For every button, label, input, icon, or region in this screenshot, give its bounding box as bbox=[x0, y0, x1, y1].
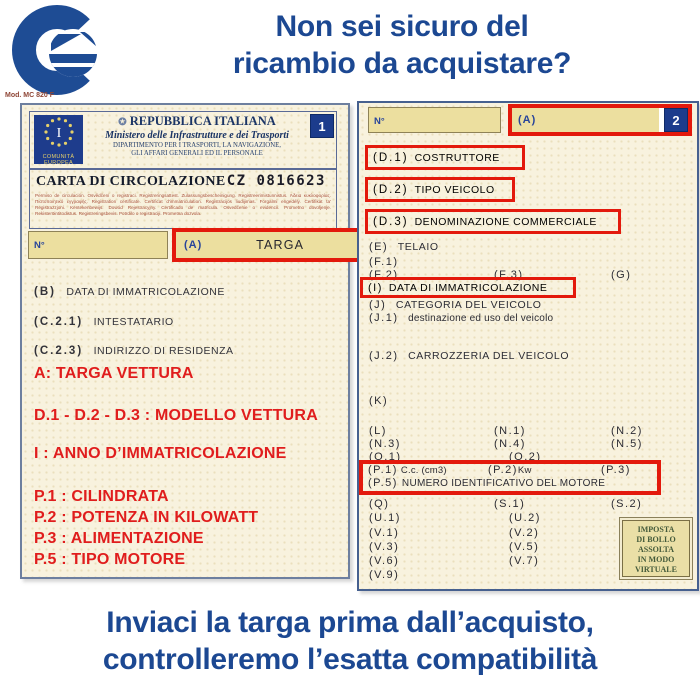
p2-number-field bbox=[368, 107, 501, 133]
v2-code: (V.2) bbox=[509, 527, 540, 539]
g-code: (G) bbox=[611, 269, 632, 281]
field-b-code: (B) bbox=[34, 286, 56, 298]
d3-highlight-row bbox=[365, 209, 621, 234]
n5-code: (N.5) bbox=[611, 438, 643, 450]
stamp-line5: VIRTUALE bbox=[635, 565, 677, 574]
i-label: DATA DI IMMATRICOLAZIONE bbox=[388, 281, 548, 294]
d1-code: (D.1) bbox=[373, 151, 409, 164]
field-b-label: DATA DI IMMATRICOLAZIONE bbox=[66, 286, 225, 298]
footer-line1: Inviaci la targa prima dall’acquisto, bbox=[106, 606, 594, 639]
carta-box bbox=[29, 169, 337, 229]
annotation-alimentazione: P.3 : ALIMENTAZIONE bbox=[34, 530, 204, 547]
f2-code: (F.2) bbox=[369, 269, 399, 281]
p1-label: C.c. (cm3) bbox=[400, 465, 447, 476]
department-line1: DIPARTIMENTO PER I TRASPORTI, LA NAVIGAZIONE, bbox=[113, 142, 281, 149]
n1-code: (N.1) bbox=[494, 425, 526, 437]
italy-emblem-icon: ✪ bbox=[118, 117, 127, 128]
footer-line2: controlleremo l’esatta compatibilità bbox=[102, 643, 598, 676]
department-line2: GLI AFFARI GENERALI ED IL PERSONALE bbox=[131, 150, 263, 157]
page-title bbox=[112, 8, 692, 82]
stamp-line4: IN MODO bbox=[637, 555, 675, 564]
i-highlight-row bbox=[360, 277, 576, 298]
logo-white-stripe bbox=[49, 63, 97, 67]
j2-code: (J.2) bbox=[369, 350, 399, 362]
e-code: (E) bbox=[369, 241, 389, 253]
eu-country-letter: I bbox=[56, 126, 61, 141]
row-j2 bbox=[369, 350, 691, 364]
s2-code: (S.2) bbox=[611, 498, 643, 510]
document-page-1 bbox=[20, 103, 350, 579]
stamp-line3: ASSOLTA bbox=[637, 545, 675, 554]
p5-label: NUMERO IDENTIFICATIVO DEL MOTORE bbox=[401, 478, 606, 489]
annotation-potenza: P.2 : POTENZA IN KILOWATT bbox=[34, 509, 259, 526]
targa-code: (A) bbox=[184, 239, 203, 251]
row-j bbox=[369, 299, 691, 313]
k-code: (K) bbox=[369, 395, 389, 407]
field-c21-code: (C.2.1) bbox=[34, 316, 84, 328]
annotation-targa: A: TARGA VETTURA bbox=[34, 365, 194, 382]
u1-code: (U.1) bbox=[369, 512, 401, 524]
s1-code: (S.1) bbox=[494, 498, 526, 510]
p2-targa-code: (A) bbox=[518, 114, 537, 126]
row-e bbox=[369, 241, 691, 255]
v7-code: (V.7) bbox=[509, 555, 540, 567]
v6-code: (V.6) bbox=[369, 555, 400, 567]
i-code: (I) bbox=[368, 281, 383, 294]
p1-code: (P.1) bbox=[368, 464, 398, 476]
stamp-box bbox=[622, 520, 690, 577]
o1-code: (O.1) bbox=[369, 451, 402, 463]
annotation-modello: D.1 - D.2 - D.3 : MODELLO VETTURA bbox=[34, 407, 318, 424]
eu-caption-1: COMUNITÀ bbox=[42, 154, 75, 160]
l-code: (L) bbox=[369, 425, 387, 437]
v9-code: (V.9) bbox=[369, 569, 400, 581]
field-c23-label: INDIRIZZO DI RESIDENZA bbox=[93, 345, 234, 357]
brand-logo-icon bbox=[12, 4, 104, 96]
v1-code: (V.1) bbox=[369, 527, 400, 539]
page-1-badge: 1 bbox=[310, 114, 334, 138]
eu-caption-2: EUROPEA bbox=[44, 160, 73, 166]
footer-text bbox=[0, 604, 700, 678]
mod-label: Mod. MC 820 F bbox=[5, 92, 55, 99]
document-page-2 bbox=[357, 101, 699, 591]
annotation-tipo-motore: P.5 : TIPO MOTORE bbox=[34, 551, 186, 568]
u2-code: (U.2) bbox=[509, 512, 541, 524]
p3-code: (P.3) bbox=[601, 464, 631, 476]
f1-code: (F.1) bbox=[369, 256, 399, 268]
field-c21-label: INTESTATARIO bbox=[93, 316, 174, 328]
p2-targa-highlight-box bbox=[508, 104, 692, 136]
e-label: TELAIO bbox=[397, 241, 439, 253]
eu-flag-icon bbox=[34, 115, 83, 164]
state-name: REPUBBLICA ITALIANA bbox=[129, 114, 276, 128]
p2-cell bbox=[488, 464, 532, 476]
row-q-s1-s2 bbox=[369, 498, 691, 512]
p2-number-label: N° bbox=[374, 116, 385, 127]
d3-label: DENOMINAZIONE COMMERCIALE bbox=[414, 215, 597, 228]
q-code: (Q) bbox=[369, 498, 390, 510]
o2-code: (O.2) bbox=[509, 451, 542, 463]
f3-code: (F.3) bbox=[494, 269, 524, 281]
v5-code: (V.5) bbox=[509, 541, 540, 553]
field-row-c23 bbox=[34, 341, 234, 359]
d2-code: (D.2) bbox=[373, 183, 409, 196]
j2-label: CARROZZERIA DEL VEICOLO bbox=[408, 350, 570, 362]
v3-code: (V.3) bbox=[369, 541, 400, 553]
row-j1 bbox=[369, 312, 691, 326]
field-c23-code: (C.2.3) bbox=[34, 345, 84, 357]
p2-label: Kw bbox=[517, 465, 532, 476]
p-highlight-block bbox=[359, 460, 661, 495]
eu-stars-icon bbox=[36, 115, 82, 149]
p5-cell bbox=[368, 477, 605, 489]
p2-targa-yellow bbox=[512, 108, 659, 132]
p-block-rows bbox=[363, 464, 657, 491]
j-label: CATEGORIA DEL VEICOLO bbox=[395, 299, 542, 311]
targa-highlight-box bbox=[172, 228, 362, 262]
n4-code: (N.4) bbox=[494, 438, 526, 450]
annotation-anno: I : ANNO D’IMMATRICOLAZIONE bbox=[34, 445, 287, 462]
targa-field bbox=[176, 232, 358, 258]
page1-header-box bbox=[29, 111, 337, 169]
logo-sphere-icon bbox=[49, 29, 97, 77]
field-row-c21 bbox=[34, 312, 174, 330]
p1-cell bbox=[368, 464, 447, 476]
targa-label: TARGA bbox=[256, 238, 305, 252]
j1-label: destinazione ed uso del veicolo bbox=[408, 313, 554, 324]
page1-ministry-header bbox=[87, 114, 307, 158]
logo-wedge-left bbox=[51, 34, 81, 51]
ministry-name: Ministero delle Infrastrutture e dei Trasporti bbox=[105, 130, 289, 141]
p1-number-label: N° bbox=[34, 240, 45, 251]
p2-targa-field bbox=[512, 108, 688, 132]
p2-code: (P.2) bbox=[488, 464, 518, 476]
page-2-badge: 2 bbox=[664, 108, 688, 132]
annotation-cilindrata: P.1 : CILINDRATA bbox=[34, 488, 169, 505]
j-code: (J) bbox=[369, 299, 387, 311]
d3-code: (D.3) bbox=[373, 215, 409, 228]
j1-code: (J.1) bbox=[369, 312, 399, 324]
d2-label: TIPO VEICOLO bbox=[414, 183, 495, 196]
stamp-line2: DI BOLLO bbox=[636, 535, 676, 544]
d1-highlight-row bbox=[365, 145, 525, 170]
p1-number-field bbox=[28, 231, 168, 259]
carta-title: CARTA DI CIRCOLAZIONE bbox=[36, 174, 226, 189]
d2-highlight-row bbox=[365, 177, 515, 202]
row-f1 bbox=[369, 256, 691, 270]
row-k bbox=[369, 395, 691, 409]
serial-number: CZ 0816623 bbox=[226, 173, 326, 189]
d1-label: COSTRUTTORE bbox=[414, 151, 500, 164]
page-title-line2: ricambio da acquistare? bbox=[232, 47, 572, 80]
row-n3-n4-n5 bbox=[369, 438, 691, 452]
field-row-b bbox=[34, 282, 225, 300]
n2-code: (N.2) bbox=[611, 425, 643, 437]
p5-code: (P.5) bbox=[368, 477, 398, 489]
n3-code: (N.3) bbox=[369, 438, 401, 450]
page-title-line1: Non sei sicuro del bbox=[275, 10, 529, 43]
logo-wedge-right bbox=[80, 32, 97, 47]
row-l-n1-n2 bbox=[369, 425, 691, 439]
stamp-line1: IMPOSTA bbox=[637, 525, 675, 534]
multilingual-text: Permiso de circulación. Osvědčení o registraci. Registreringsattest. Zulassungsbescheinigung. Registreerimistunnistus. Άδεια κυκλοφορίας. Πιστοποιητικό εγγραφής. Registration certificate. Certificat d'immatriculation. Registracijos liudijimas. Forgalmi engedély. Certifikat ta' Registrazzjoni. Kentekenbewijs. Dowód Rejestracyjny. Certificado de matrícula. Osvedčenie o evidencii. Prometno dovoljenje. Rekisteröintitodistus. Registreringsbevis. Potrdilo o registraciji. Prometna dozvola. bbox=[35, 193, 331, 216]
